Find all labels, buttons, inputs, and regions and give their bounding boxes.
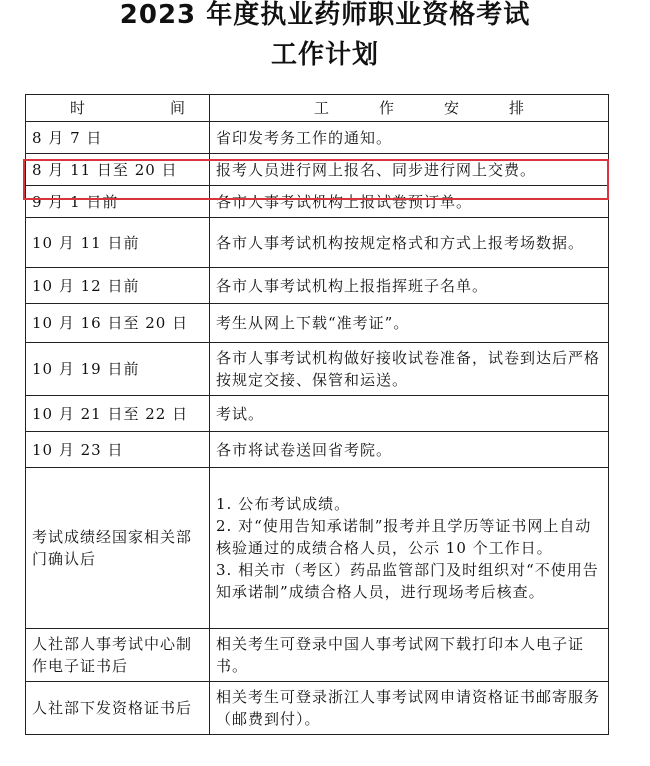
table-row (26, 629, 609, 682)
table-row (26, 682, 609, 735)
time-cell: 人社部人事考试中心制作电子证书后 (26, 629, 210, 682)
document-title-line-1: 2023 年度执业药师职业资格考试 (119, 0, 531, 30)
time-cell: 10 月 23 日 (26, 432, 210, 468)
work-cell: 各市人事考试机构上报指挥班子名单。 (210, 268, 609, 304)
work-item: 2. 对“使用告知承诺制”报考并且学历等证书网上自动核验通过的成绩合格人员，公示 10 个工作日。 (216, 517, 592, 557)
table-row (26, 186, 609, 218)
table-row (26, 432, 609, 468)
time-cell: 10 月 12 日前 (26, 268, 210, 304)
table-row (26, 154, 609, 186)
work-cell: 相关考生可登录浙江人事考试网申请资格证书邮寄服务（邮费到付）。 (210, 682, 609, 735)
table-row (26, 268, 609, 304)
work-column-header (210, 95, 609, 122)
header-char: 间 (169, 99, 185, 117)
work-cell: 考试。 (210, 396, 609, 432)
table-row (26, 396, 609, 432)
time-cell: 10 月 19 日前 (26, 343, 210, 396)
table-row (26, 218, 609, 268)
time-cell: 10 月 21 日至 22 日 (26, 396, 210, 432)
time-cell: 10 月 11 日前 (26, 218, 210, 268)
work-cell: 考生从网上下载“准考证”。 (210, 304, 609, 343)
header-char: 作 (378, 99, 394, 117)
work-cell: 各市人事考试机构做好接收试卷准备，试卷到达后严格按规定交接、保管和运送。 (210, 343, 609, 396)
table-header-row (26, 95, 609, 122)
work-cell: 省印发考务工作的通知。 (210, 122, 609, 154)
time-cell: 8 月 11 日至 20 日 (26, 154, 210, 186)
header-char: 安 (443, 99, 459, 117)
work-cell (210, 468, 609, 629)
work-item: 1. 公布考试成绩。 (216, 495, 351, 513)
work-cell: 报考人员进行网上报名、同步进行网上交费。 (210, 154, 609, 186)
work-cell: 各市将试卷送回省考院。 (210, 432, 609, 468)
header-char: 工 (314, 99, 330, 117)
time-cell: 8 月 7 日 (26, 122, 210, 154)
document-title-line-2: 工作计划 (270, 40, 379, 70)
work-plan-table (25, 94, 609, 735)
table-row (26, 122, 609, 154)
header-char: 排 (508, 99, 524, 117)
header-char: 时 (70, 99, 86, 117)
table-row (26, 343, 609, 396)
work-cell: 各市人事考试机构按规定格式和方式上报考场数据。 (210, 218, 609, 268)
work-item: 3. 相关市（考区）药品监管部门及时组织对“不使用告知承诺制”成绩合格人员，进行现场考后核查。 (216, 561, 599, 601)
table-row (26, 468, 609, 629)
work-cell: 各市人事考试机构上报试卷预订单。 (210, 186, 609, 218)
time-column-header (26, 95, 210, 122)
time-cell: 人社部下发资格证书后 (26, 682, 210, 735)
time-cell: 10 月 16 日至 20 日 (26, 304, 210, 343)
time-cell: 考试成绩经国家相关部门确认后 (26, 468, 210, 629)
time-cell: 9 月 1 日前 (26, 186, 210, 218)
work-cell: 相关考生可登录中国人事考试网下载打印本人电子证书。 (210, 629, 609, 682)
table-row (26, 304, 609, 343)
